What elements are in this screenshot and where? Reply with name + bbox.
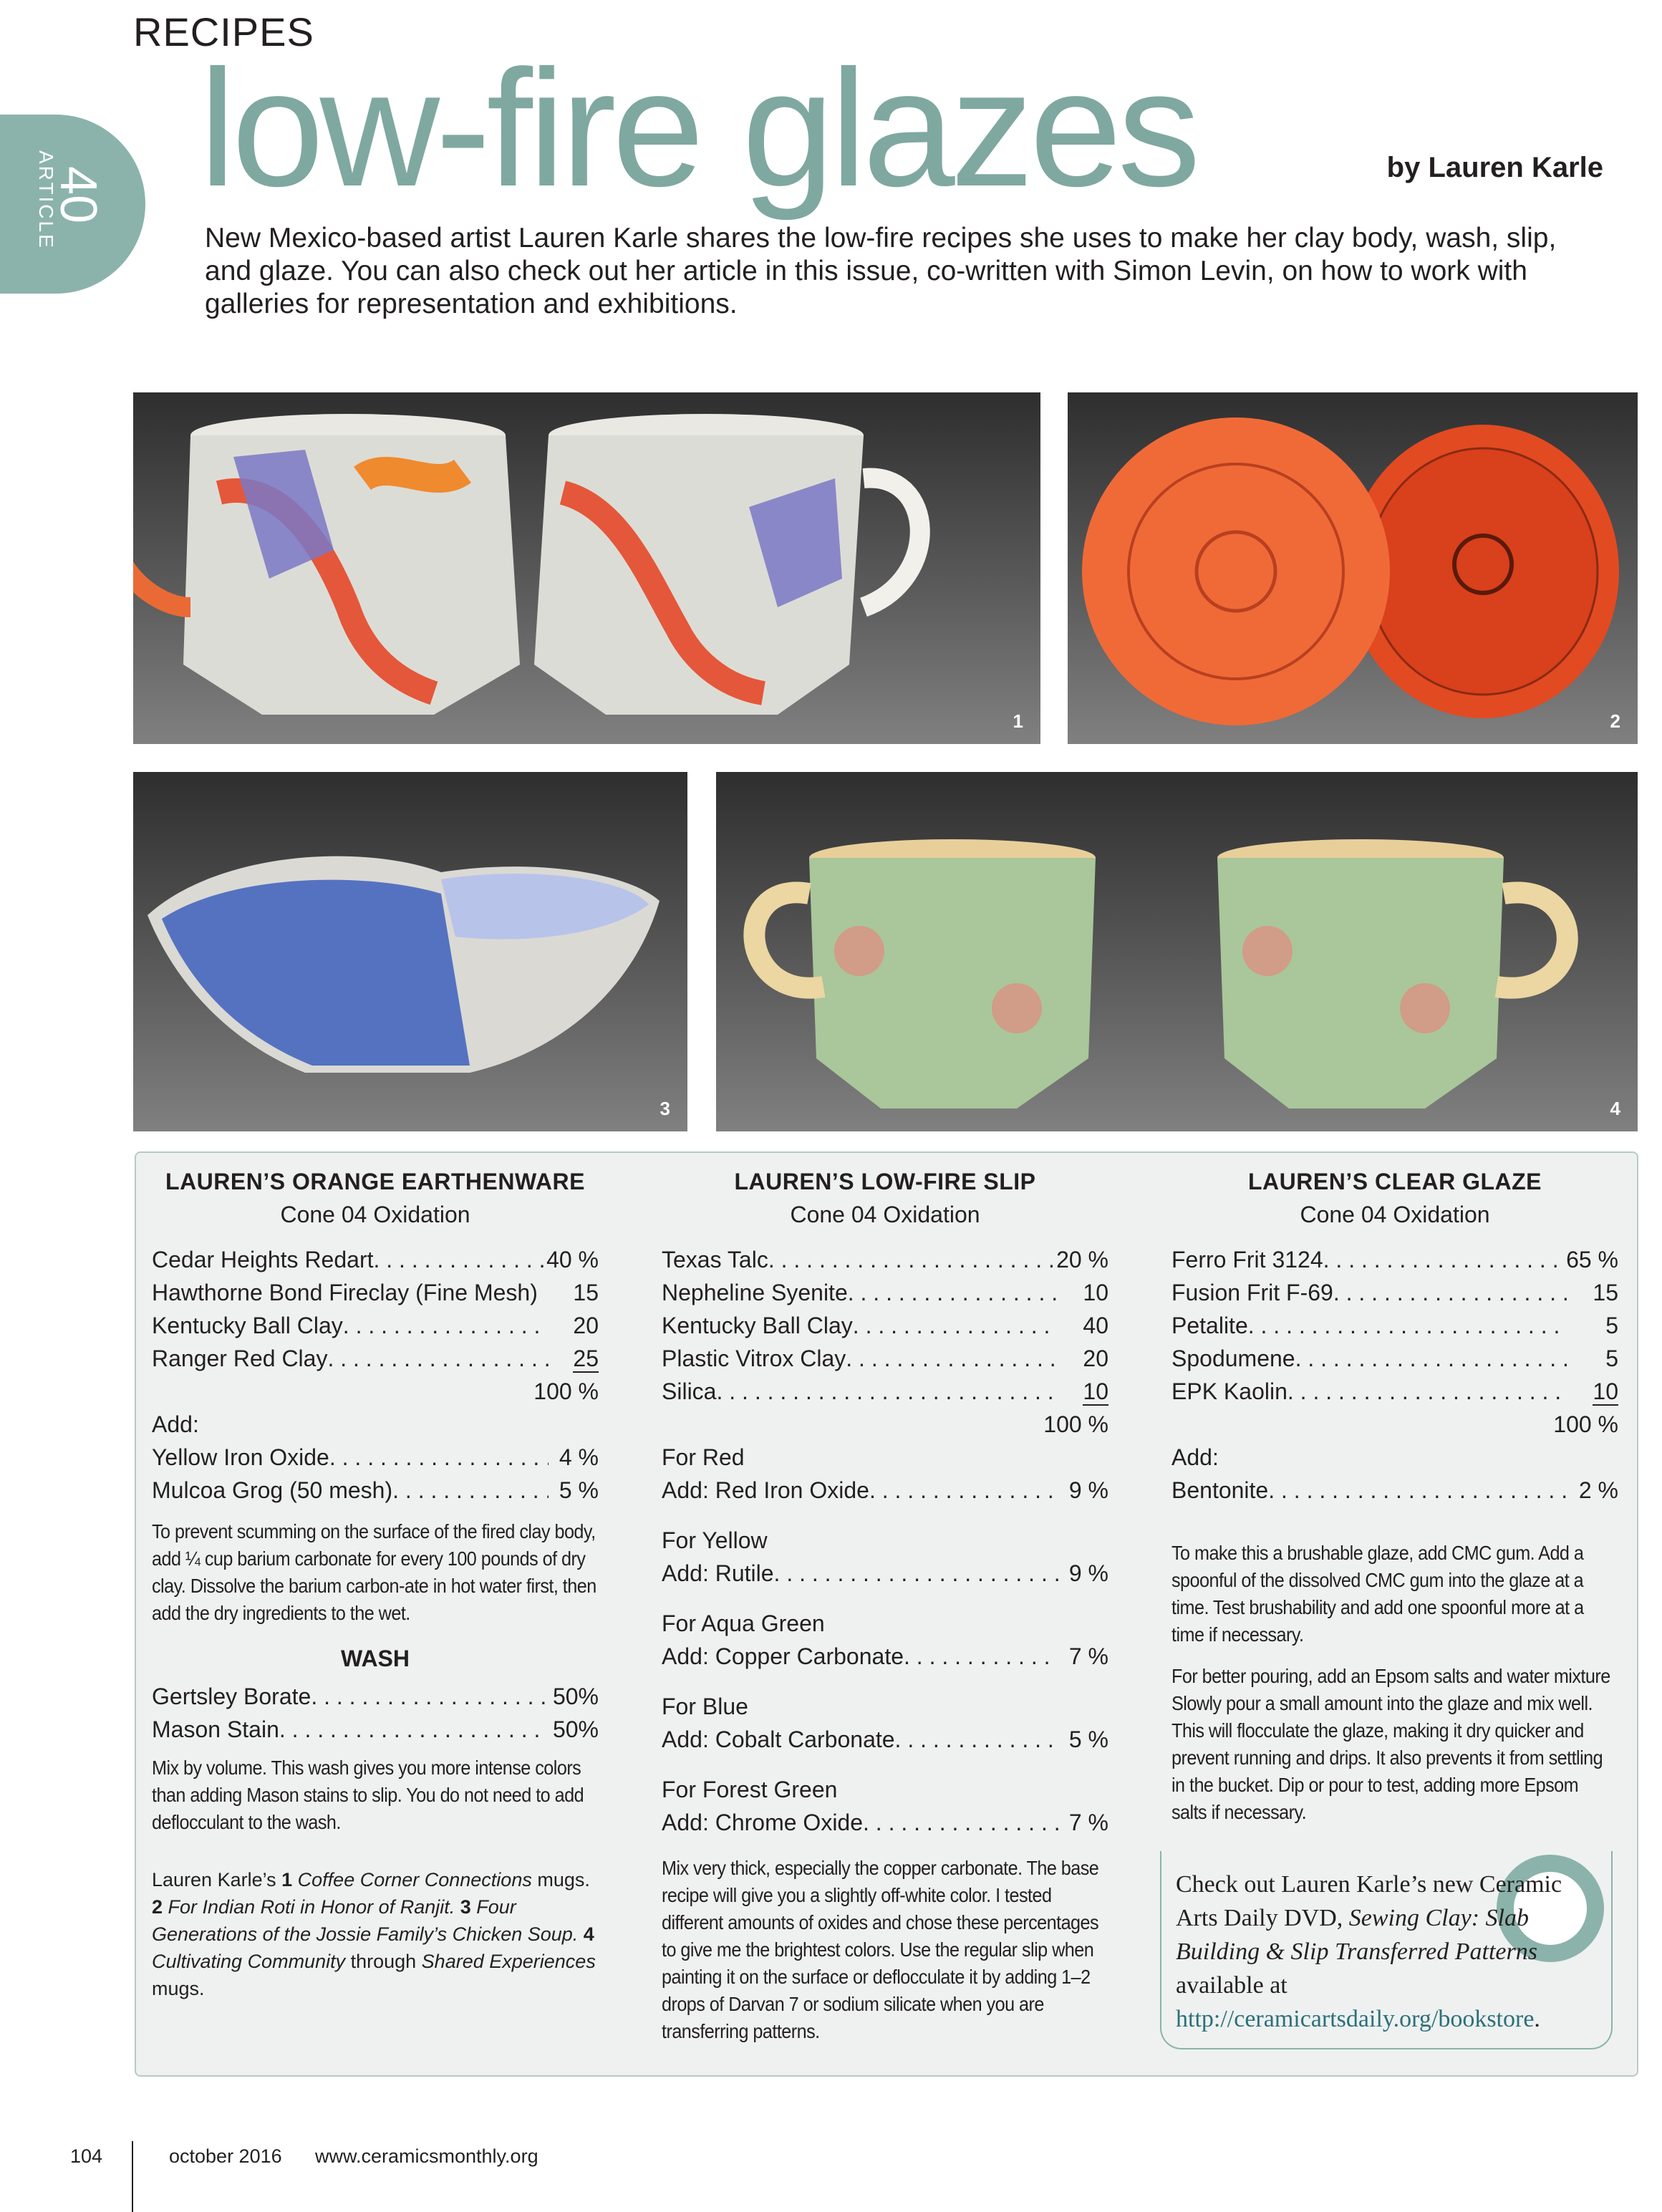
ingredient-row [152, 1243, 599, 1276]
ingredient-name: Ferro Frit 3124 [1171, 1247, 1323, 1272]
wash-title: WASH [341, 1646, 410, 1671]
ingredient-row [152, 1342, 599, 1375]
ingredient-row [1171, 1309, 1618, 1342]
ingredient-amount: 5 [1605, 1346, 1618, 1371]
ingredient-name: Plastic Vitrox Clay [662, 1346, 846, 1371]
ingredient-amount: 20 [1083, 1346, 1108, 1371]
recipe-title: LAUREN’S ORANGE EARTHENWARE [165, 1169, 585, 1194]
ingredient-name: EPK Kaolin [1171, 1378, 1287, 1404]
ingredient-amount: 5 [1605, 1313, 1618, 1338]
ingredient-name: Kentucky Ball Clay [152, 1313, 343, 1338]
ingredient-name: Bentonite [1171, 1477, 1269, 1503]
variant-label: For Blue [662, 1694, 748, 1719]
ingredient-row [152, 1680, 599, 1713]
ingredient-name: Yellow Iron Oxide [152, 1444, 329, 1470]
footer-url[interactable]: www.ceramicsmonthly.org [315, 2145, 538, 2167]
page-title: low-fire glazes [199, 36, 1197, 221]
photo-two-mugs-green-leaf [716, 772, 1638, 1131]
dvd-promo-text: Check out Lauren Karle’s new Ceramic Arts Daily DVD, Sewing Clay: Slab Building & Slip Transferred Patterns available at http://ceramicartsdaily.org/bookstore. [1176, 1871, 1562, 2032]
ingredient-amount: 5 % [1068, 1726, 1108, 1752]
ingredient-name: Petalite [1171, 1313, 1248, 1338]
ingredient-name: Ranger Red Clay [152, 1346, 328, 1371]
article-number: 40 [49, 166, 107, 224]
ingredient-amount: 40 % [546, 1247, 599, 1272]
ingredient-name: Add: Copper Carbonate [662, 1643, 904, 1669]
footer-divider [132, 2141, 133, 2212]
variant-label: For Yellow [662, 1527, 768, 1553]
recipe-clear-glaze [1171, 1169, 1618, 1826]
ingredient-row [662, 1640, 1108, 1673]
article-label: ARTICLE [35, 150, 57, 250]
recipe-note: Mix very thick, especially the copper carbonate. The base recipe will give you a slightly off-white color. I tested different amounts of oxides and chose these percentages to give me the brightest colors. Use the regular slip when painting it on the surface or deflocculate it by adding 1–2 drops of Darvan 7 or sodium silicate when you are transferring patterns. [662, 1857, 1099, 2042]
recipe-note: To prevent scumming on the surface of the fired clay body, add ¼ cup barium carbonate for every 100 pounds of dry clay. Dissolve the barium carbon-ate in hot water first, then add the dry ingredients to the wet. [152, 1520, 596, 1624]
ingredient-amount: 9 % [1068, 1477, 1108, 1503]
recipe-total: 100 % [1553, 1411, 1618, 1437]
ingredient-name: Kentucky Ball Clay [662, 1313, 853, 1338]
ingredient-row [662, 1276, 1108, 1309]
bookstore-link[interactable]: http://ceramicartsdaily.org/bookstore [1176, 2006, 1535, 2032]
add-label: Add: [152, 1411, 199, 1437]
dvd-title: Sewing Clay: Slab Building & Slip Transferred Patterns [1176, 1905, 1537, 1965]
ingredient-name: Fusion Frit F-69 [1171, 1280, 1333, 1305]
ingredient-name: Gertsley Borate [152, 1684, 311, 1709]
recipe-subtitle: Cone 04 Oxidation [790, 1202, 980, 1227]
ingredient-row [1171, 1243, 1618, 1276]
photo-orange-plates [1068, 392, 1638, 744]
ingredient-name: Add: Chrome Oxide [662, 1810, 864, 1835]
intro-paragraph: New Mexico-based artist Lauren Karle shares the low-fire recipes she uses to make her clay body, wash, slip, and glaze. You can also check out her article in this issue, co-written with Simon Levin, on how to work with galleries for representation and exhibitions. [205, 223, 1557, 319]
recipe-title: LAUREN’S CLEAR GLAZE [1248, 1169, 1542, 1194]
ingredient-name: Mulcoa Grog (50 mesh) [152, 1477, 393, 1503]
ingredient-amount: 10 [1083, 1378, 1108, 1404]
recipe-note: To make this a brushable glaze, add CMC gum. Add a spoonful of the dissolved CMC gum into the glaze at a time. Test brushability and add one spoonful more at a time if necessary. [1171, 1542, 1584, 1646]
photo-number: 2 [1610, 710, 1620, 732]
article-tab-text [0, 115, 143, 294]
ingredient-amount: 10 [1083, 1280, 1108, 1305]
ingredient-amount: 15 [573, 1280, 599, 1305]
ingredient-row [662, 1243, 1108, 1276]
ingredient-amount: 15 [1593, 1280, 1618, 1305]
ingredient-name: Cedar Heights Redart [152, 1247, 374, 1272]
recipe-subtitle: Cone 04 Oxidation [1300, 1202, 1490, 1227]
photo-number: 3 [660, 1098, 670, 1119]
ingredient-amount: 10 [1593, 1378, 1618, 1404]
ingredient-amount: 7 % [1068, 1643, 1108, 1669]
ingredient-row [1171, 1474, 1618, 1507]
section-label: RECIPES [133, 9, 314, 54]
variant-label: For Aqua Green [662, 1610, 825, 1636]
ingredient-name: Add: Cobalt Carbonate [662, 1726, 895, 1752]
photo-caption: Lauren Karle’s 1 Coffee Corner Connections mugs. 2 For Indian Roti in Honor of Ranjit. 3 Four Generations of the Jossie Family’s Chicken Soup. 4 Cultivating Community through Shared Experiences mugs. [152, 1869, 596, 1999]
ingredient-name: Add: Rutile [662, 1560, 774, 1586]
ingredient-amount: 20 % [1056, 1247, 1108, 1272]
ingredient-amount: 50% [552, 1716, 599, 1742]
ingredient-row [662, 1375, 1108, 1408]
ingredient-amount: 4 % [559, 1444, 599, 1470]
ingredient-row [1171, 1342, 1618, 1375]
variant-label: For Red [662, 1444, 745, 1470]
ingredient-amount: 50% [552, 1684, 599, 1709]
ingredient-name: Texas Talc [662, 1247, 768, 1272]
ingredient-row [1171, 1375, 1618, 1408]
recipe-low-fire-slip [662, 1169, 1108, 2045]
recipe-orange-earthenware [152, 1169, 599, 2002]
photo-number: 4 [1610, 1098, 1620, 1119]
variant-label: For Forest Green [662, 1777, 838, 1802]
ingredient-row [152, 1309, 599, 1342]
photo-blue-bowl [133, 772, 687, 1131]
byline: by Lauren Karle [1386, 152, 1603, 183]
ingredient-name: Hawthorne Bond Fireclay (Fine Mesh) [152, 1280, 538, 1305]
ingredient-name: Nepheline Syenite [662, 1280, 848, 1305]
ingredient-row [662, 1342, 1108, 1375]
recipe-total: 100 % [533, 1378, 599, 1404]
ingredient-amount: 65 % [1566, 1247, 1618, 1272]
footer-issue: october 2016 [169, 2145, 282, 2167]
ingredient-name: Add: Red Iron Oxide [662, 1477, 869, 1503]
page-number: 104 [70, 2145, 103, 2167]
recipe-total: 100 % [1043, 1411, 1108, 1437]
ingredient-row [152, 1713, 599, 1746]
ingredient-row [662, 1806, 1108, 1839]
ingredient-name: Silica [662, 1378, 717, 1404]
ingredient-name: Spodumene [1171, 1346, 1295, 1371]
wash-note: Mix by volume. This wash gives you more intense colors than adding Mason stains to slip. You do not need to add deflocculant to the wash. [152, 1757, 584, 1833]
ingredient-amount: 40 [1083, 1313, 1108, 1338]
ingredient-amount: 7 % [1068, 1810, 1108, 1835]
ingredient-amount: 20 [573, 1313, 599, 1338]
ingredient-row [662, 1474, 1108, 1507]
add-label: Add: [1171, 1444, 1219, 1470]
ingredient-row [152, 1276, 599, 1309]
ingredient-amount: 25 [573, 1346, 599, 1371]
ingredient-row [662, 1309, 1108, 1342]
ingredient-amount: 2 % [1578, 1477, 1618, 1503]
ingredient-row [1171, 1276, 1618, 1309]
ingredient-name: Mason Stain [152, 1716, 279, 1742]
ingredient-row [662, 1557, 1108, 1590]
ingredient-row [152, 1441, 599, 1474]
ingredient-amount: 5 % [559, 1477, 599, 1503]
recipe-note: For better pouring, add an Epsom salts and water mixture Slowly pour a small amount into the glaze and mix well. This will flocculate the glaze, making it dry quicker and prevent running and drips. It also prevents it from settling in the bucket. Dip or pour to test, adding more Epsom salts if necessary. [1171, 1665, 1610, 1823]
ingredient-row [152, 1474, 599, 1507]
photo-two-mugs-orange-purple [133, 392, 1040, 744]
ingredient-row [662, 1723, 1108, 1756]
recipe-title: LAUREN’S LOW-FIRE SLIP [734, 1169, 1036, 1194]
recipe-subtitle: Cone 04 Oxidation [280, 1202, 470, 1227]
photo-number: 1 [1013, 710, 1023, 732]
ingredient-amount: 9 % [1068, 1560, 1108, 1586]
